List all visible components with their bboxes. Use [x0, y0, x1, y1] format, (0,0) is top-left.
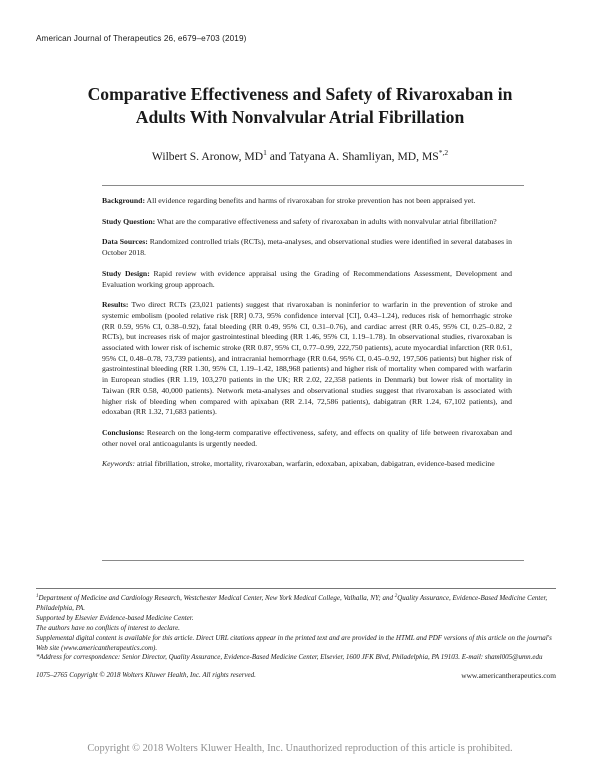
- abstract-design: [102, 269, 512, 290]
- abstract: [102, 196, 512, 480]
- abstract-results: [102, 300, 512, 418]
- journal-website: www.americantherapeutics.com: [461, 671, 556, 680]
- conclusions-text: Research on the long-term comparative effectiveness, safety, and effects on quality of life between rivaroxaban and other novel oral anticoagulants is urgently needed.: [102, 427, 512, 448]
- affiliation-marker-2: 2: [394, 594, 398, 599]
- footnote-conflicts: The authors have no conflicts of interest to declare.: [36, 623, 180, 632]
- author-line: [40, 150, 560, 163]
- affiliation-1: Department of Medicine and Cardiology Research, Westchester Medical Center, New York Medical College, Valhalla, NY; and: [38, 594, 395, 602]
- article-title: [40, 83, 560, 129]
- abstract-question: [102, 217, 512, 228]
- affiliation-2: Quality Assurance, Evidence-Based Medicine Center, Philadelphia, PA.: [36, 594, 548, 612]
- sources-text: Randomized controlled trials (RCTs), meta-analyses, and observational studies were identified in several databases in October 2018.: [102, 237, 513, 258]
- footnote-supplemental: Supplemental digital content is available for this article. Direct URL citations appear in the printed text and are provided in the HTML and PDF versions of this article on the journal's Web site (www.americantherapeutics.com).: [36, 633, 552, 652]
- abstract-sources: [102, 237, 512, 258]
- conclusions-label: Conclusions:: [102, 427, 145, 437]
- results-text: Two direct RCTs (23,021 patients) suggest that rivaroxaban is noninferior to warfarin in the prevention of stroke and systemic embolism (pooled relative risk [RR] 0.73, 95% confidence interval [CI], 0.43–1.24), reduces risk of hemorrhagic stroke (RR 0.59, 95% CI, 0.38–0.92), fatal bleeding (RR 0.49, 95% CI, 0.31–0.76), and cardiac arrest (RR 0.45, 95% CI, 0.25–0.82, 2 RCTs), but increases risk of major gastrointestinal bleeding (RR 1.46, 95% CI, 1.19–1.78). In observational studies, rivaroxaban is associated with lower risk of ischemic stroke (RR 0.87, 95% CI, 0.77–0.99, 222,750 patients), acute myocardial infarction (RR 0.61, 95% CI, 0.48–0.78, 73,739 patients), and intracranial hemorrhage (RR 0.64, 95% CI, 0.45–0.92, 197,506 patients) but higher risk of gastrointestinal bleeding (RR 1.30, 95% CI, 1.19–1.42, 188,968 patients) and higher risk of mortality when compared with warfarin in European studies (RR 1.19, 103,270 patients in the UK; RR 2.02, 22,358 patients in Denmark) but lower risk of mortality in Taiwan (RR 0.58, 40,000 patients). Network meta-analyses and observational studies suggest that rivaroxaban is associated with higher risk of bleeding when compared with apixaban (RR 2.14, 72,586 patients), dabigatran (RR 1.24, 67,102 patients), and edoxaban (RR 1.32, 71,683 patients).: [102, 300, 512, 417]
- abstract-top-rule: [102, 185, 524, 186]
- footnotes: [36, 594, 556, 663]
- abstract-background: [102, 196, 512, 207]
- author-2: Tatyana A. Shamliyan, MD, MS: [289, 150, 439, 163]
- question-text: What are the comparative effectiveness and safety of rivaroxaban in adults with nonvalvular atrial fibrillation?: [155, 216, 497, 226]
- background-text: All evidence regarding benefits and harms of rivaroxaban for stroke prevention has not been appraised yet.: [145, 196, 476, 205]
- footnote-support: Supported by Elsevier Evidence-based Medicine Center.: [36, 613, 194, 622]
- title-line-2: Adults With Nonvalvular Atrial Fibrillation: [135, 107, 465, 127]
- footnote-affiliations: [36, 594, 556, 614]
- abstract-keywords: [102, 459, 512, 470]
- abstract-bottom-rule: [102, 560, 524, 561]
- question-label: Study Question:: [102, 216, 156, 226]
- title-line-1: Comparative Effectiveness and Safety of Rivaroxaban in: [87, 84, 513, 104]
- footnote-correspondence: *Address for correspondence: Senior Director, Quality Assurance, Evidence-Based Medicine Center, Elsevier, 1600 JFK Blvd, Philadelphia, PA 19103. E-mail: shaml005@umn.edu: [36, 653, 543, 662]
- copyright-banner: Copyright © 2018 Wolters Kluwer Health, Inc. Unauthorized reproduction of this article is prohibited.: [87, 743, 513, 754]
- results-label: Results:: [102, 300, 129, 310]
- author-conjunction: and: [266, 150, 290, 163]
- design-label: Study Design:: [102, 268, 150, 278]
- author-1-affiliation: 1: [263, 148, 267, 157]
- abstract-conclusions: [102, 428, 512, 449]
- sources-label: Data Sources:: [102, 237, 148, 247]
- author-1: Wilbert S. Aronow, MD: [151, 150, 264, 163]
- journal-header: American Journal of Therapeutics 26, e679–e703 (2019): [36, 34, 247, 43]
- background-label: Background:: [102, 196, 146, 205]
- footnote-rule: [36, 588, 556, 589]
- design-text: Rapid review with evidence appraisal using the Grading of Recommendations Assessment, Development and Evaluation working group approach.: [102, 268, 512, 289]
- issn-copyright: 1075–2765 Copyright © 2018 Wolters Kluwer Health, Inc. All rights reserved.: [36, 671, 256, 679]
- keywords-label: Keywords:: [102, 459, 136, 469]
- author-2-affiliation: *,2: [438, 148, 449, 157]
- affiliation-marker-1: 1: [36, 594, 39, 599]
- keywords-text: atrial fibrillation, stroke, mortality, rivaroxaban, warfarin, edoxaban, apixaban, dabigatran, evidence-based medicine: [135, 459, 495, 469]
